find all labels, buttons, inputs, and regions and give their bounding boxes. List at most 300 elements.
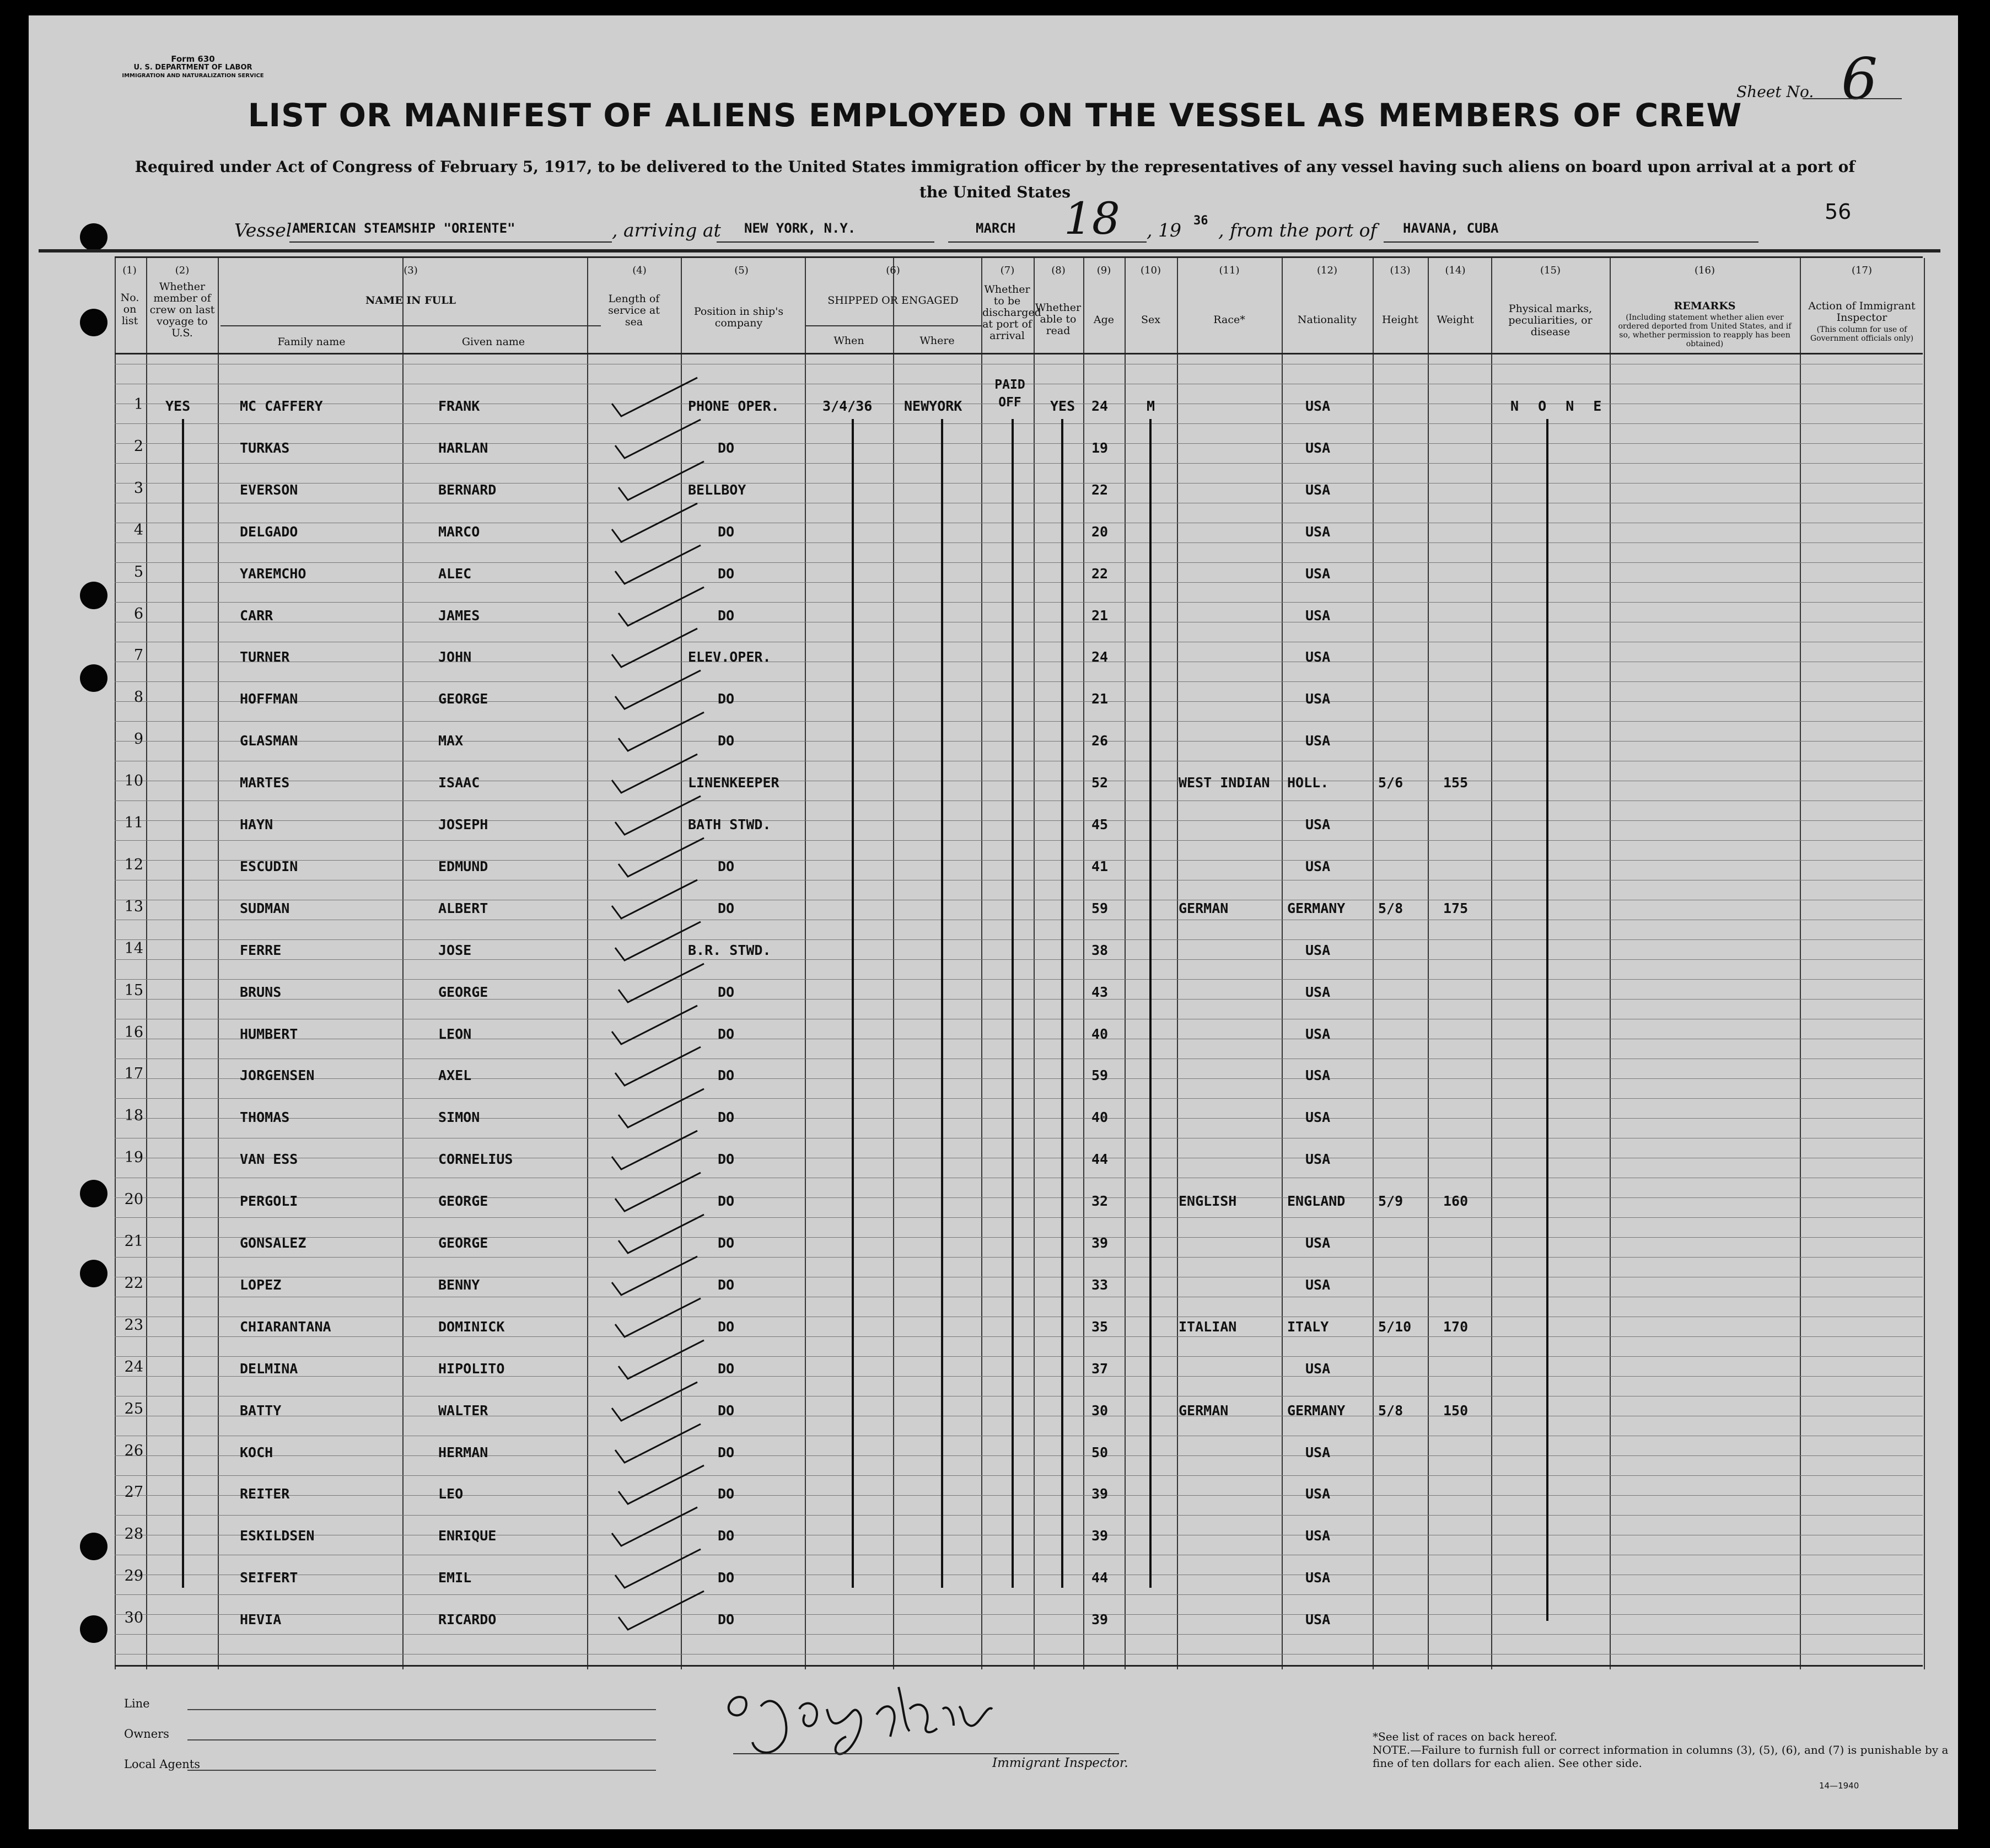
cell-given: ALEC [438,565,472,582]
col-header-action-note: (This column for use of Government officials only) [1810,325,1914,343]
grid-rule [115,483,1923,484]
cell-nationality: ENGLAND [1287,1193,1346,1210]
cell-nationality: GERMANY [1287,1402,1346,1419]
cell-no: 9 [133,730,143,748]
cell-nationality: USA [1305,1486,1331,1502]
cell-position: DO [718,1570,735,1586]
grid-subheader-rule [220,325,601,326]
cell-where: NEWYORK [904,398,962,414]
cell-given: LEON [438,1025,472,1042]
col-header-discharged: Whether to be discharged at port of arrival [982,283,1041,342]
cell-no: 3 [133,479,143,497]
cell-nationality: ITALY [1287,1318,1329,1335]
arrival-day: 18 [1064,193,1120,244]
grid-rule [115,999,1923,1000]
cell-family: VAN ESS [240,1151,298,1168]
col-num-7: (7) [1000,265,1015,276]
side-number: 56 [1825,200,1852,224]
sheet-number-value: 6 [1841,45,1878,112]
cell-no: 11 [124,814,143,831]
cell-race: GERMAN [1179,1402,1229,1419]
departure-port: HAVANA, CUBA [1403,221,1499,236]
cell-age: 24 [1091,398,1109,414]
cell-age: 43 [1091,984,1109,1000]
cell-no: 14 [124,939,143,957]
cell-given: GEORGE [438,691,488,707]
cell-age: 45 [1091,816,1109,832]
cell-nationality: USA [1305,439,1331,456]
cell-given: ALBERT [438,900,488,916]
grid-rule [115,602,1923,603]
cell-no: 25 [124,1400,143,1417]
owners-label: Owners [124,1727,169,1740]
vessel-label: Vessel [234,219,292,241]
cell-nationality: USA [1305,1570,1331,1586]
grid-column-line [1373,258,1374,1669]
cell-no: 4 [133,521,143,539]
cell-position: DO [718,1025,735,1042]
cell-family: CARR [240,607,273,624]
cell-no: 7 [133,647,143,664]
cell-no: 23 [124,1316,143,1334]
cell-position: DO [718,1109,735,1126]
grid-rule [115,1376,1923,1377]
cell-nationality: USA [1305,607,1331,624]
col-header-nationality: Nationality [1297,314,1357,326]
cell-position: ELEV.OPER. [688,649,771,665]
col-header-where: Where [919,335,955,347]
col-header-when: When [833,335,864,347]
cell-nationality: HOLL. [1287,775,1329,791]
cell-position: DO [718,1444,735,1460]
from-label: , from the port of [1218,219,1377,241]
cell-height: 5/8 [1378,1402,1403,1419]
cell-position: DO [718,900,735,916]
inspector-signature [711,1676,1053,1764]
col-num-11: (11) [1219,265,1240,276]
grid-column-line [587,258,588,1669]
col-header-position: Position in ship's company [693,305,784,329]
cell-position: DO [718,858,735,874]
cell-nationality: USA [1305,398,1331,414]
grid-rule [115,979,1923,980]
col-header-marks: Physical marks, peculiarities, or disease [1508,303,1593,338]
grid-rule [115,1614,1923,1615]
sheet-number-label: Sheet No. [1736,83,1814,101]
cell-family: HAYN [240,816,273,832]
cell-age: 59 [1091,900,1109,916]
col-header-name: NAME IN FULL [365,294,456,307]
footer-notes [1373,1730,1968,1770]
grid-column-line [1125,258,1126,1669]
cell-no: 28 [124,1525,143,1543]
cell-age: 20 [1091,523,1109,540]
cell-no: 20 [124,1191,143,1208]
cell-no: 26 [124,1442,143,1459]
cell-age: 44 [1091,1570,1109,1586]
cell-age: 32 [1091,1193,1109,1210]
cell-position: DO [718,984,735,1000]
cell-nationality: USA [1305,649,1331,665]
cell-given: RICARDO [438,1611,497,1628]
col-num-15: (15) [1540,265,1561,276]
col-num-16: (16) [1695,265,1715,276]
cell-given: WALTER [438,1402,488,1419]
cell-age: 19 [1091,439,1109,456]
cell-no: 30 [124,1609,143,1627]
grid-rule [115,721,1923,722]
cell-family: SEIFERT [240,1570,298,1586]
cell-age: 41 [1091,858,1109,874]
cell-nationality: USA [1305,1611,1331,1628]
page-title: LIST OR MANIFEST OF ALIENS EMPLOYED ON THE VESSEL AS MEMBERS OF CREW [248,96,1742,134]
cell-family: LOPEZ [240,1276,282,1293]
line-underline [187,1709,656,1710]
col-header-crew: Whether member of crew on last voyage to U.S. [149,281,215,339]
grid-rule [115,1356,1923,1357]
signature-text: J O'Loughlin [711,1676,715,1677]
col-header-weight: Weight [1437,314,1474,326]
col-header-age: Age [1093,314,1115,326]
inspector-underline [733,1753,1119,1754]
grid-rule [115,1237,1923,1238]
col-header-remarks: REMARKS [1674,300,1736,312]
cell-nationality: USA [1305,942,1331,958]
cell-nationality: GERMANY [1287,900,1346,916]
cell-given: BENNY [438,1276,480,1293]
cell-position: DO [718,1193,735,1210]
cell-family: CHIARANTANA [240,1318,331,1335]
cell-no: 24 [124,1358,143,1376]
grid-column-line [402,258,404,1669]
grid-rule [115,542,1923,543]
cell-nationality: USA [1305,1235,1331,1251]
cell-given: SIMON [438,1109,480,1126]
cell-height: 5/8 [1378,900,1403,916]
cell-given: JAMES [438,607,480,624]
grid-bottom-rule [115,1665,1923,1667]
cell-age: 24 [1091,649,1109,665]
cell-nationality: USA [1305,1067,1331,1084]
cell-given: BERNARD [438,481,497,498]
col-header-shipped: SHIPPED OR ENGAGED [827,294,959,307]
grid-column-line [893,258,894,1669]
cell-family: HUMBERT [240,1025,298,1042]
grid-rule [115,701,1923,702]
cell-weight: 175 [1443,900,1469,916]
cell-position: LINENKEEPER [688,775,779,791]
grid-rule [115,1197,1923,1198]
vessel-name: AMERICAN STEAMSHIP "ORIENTE" [292,221,515,236]
cell-family: YAREMCHO [240,565,306,582]
ditto-stroke [1061,419,1063,1588]
cell-given: JOHN [438,649,472,665]
cell-nationality: USA [1305,1276,1331,1293]
grid-rule [115,1495,1923,1496]
cell-family: REITER [240,1486,290,1502]
cell-no: 6 [133,605,143,622]
cell-given: ISAAC [438,775,480,791]
grid-rule [115,1455,1923,1456]
grid-rule [115,1634,1923,1635]
cell-no: 19 [124,1149,143,1167]
cell-age: 22 [1091,481,1109,498]
col-header-height: Height [1382,314,1418,326]
cell-nationality: USA [1305,1444,1331,1460]
cell-age: 39 [1091,1528,1109,1544]
cell-no: 27 [124,1484,143,1501]
cell-position: B.R. STWD. [688,942,771,958]
cell-age: 52 [1091,775,1109,791]
cell-no: 2 [133,437,143,455]
cell-given: FRANK [438,398,480,414]
grid-rule [115,1336,1923,1337]
cell-family: BRUNS [240,984,282,1000]
cell-no: 17 [124,1065,143,1083]
cell-discharged: PAID OFF [994,378,1025,410]
grid-rule [115,463,1923,464]
grid-rule [115,1257,1923,1258]
cell-age: 59 [1091,1067,1109,1084]
col-num-1: (1) [122,265,137,276]
cell-position: DO [718,691,735,707]
cell-family: SUDMAN [240,900,290,916]
cell-age: 39 [1091,1486,1109,1502]
cell-no: 22 [124,1274,143,1292]
cell-given: JOSE [438,942,472,958]
race-note: *See list of races on back hereof. [1373,1730,1558,1743]
col-num-6: (6) [886,265,900,276]
cell-no: 16 [124,1023,143,1041]
cell-nationality: USA [1305,481,1331,498]
ditto-stroke [182,419,184,1588]
grid-rule [115,1515,1923,1516]
cell-age: 40 [1091,1025,1109,1042]
grid-rule [115,582,1923,583]
service-name: IMMIGRATION AND NATURALIZATION SERVICE [122,73,264,79]
cell-age: 50 [1091,1444,1109,1460]
cell-age: 26 [1091,733,1109,749]
grid-rule [115,423,1923,424]
arriving-label: , arriving at [612,219,721,241]
cell-weight: 160 [1443,1193,1469,1210]
col-header-no: No. on list [120,292,139,327]
cell-position: DO [718,1318,735,1335]
col-header-remarks-note: (Including statement whether alien ever ordered deported from United States, and if so, whether permission to reapply has been obtained) [1618,313,1792,348]
col-num-12: (12) [1317,265,1337,276]
cell-position: DO [718,1528,735,1544]
cell-no: 10 [124,772,143,790]
cell-position: BATH STWD. [688,816,771,832]
line-label: Line [124,1697,150,1710]
grid-rule [115,741,1923,742]
cell-family: TURKAS [240,439,290,456]
cell-nationality: USA [1305,1109,1331,1126]
col-num-9: (9) [1096,265,1111,276]
cell-family: PERGOLI [240,1193,298,1210]
cell-nationality: USA [1305,1025,1331,1042]
cell-age: 22 [1091,565,1109,582]
cell-age: 30 [1091,1402,1109,1419]
cell-race: GERMAN [1179,900,1229,916]
cell-given: ENRIQUE [438,1528,497,1544]
cell-nationality: USA [1305,691,1331,707]
cell-no: 1 [133,396,143,413]
col-num-10: (10) [1141,265,1161,276]
grid-rule [115,1475,1923,1476]
agents-underline [187,1770,656,1771]
cell-age: 21 [1091,607,1109,624]
cell-nationality: USA [1305,733,1331,749]
grid-rule [115,1594,1923,1595]
col-header-race: Race* [1213,314,1245,326]
cell-age: 39 [1091,1611,1109,1628]
ditto-stroke [941,419,943,1588]
inspector-label: Immigrant Inspector. [992,1756,1128,1770]
cell-family: GLASMAN [240,733,298,749]
cell-nationality: USA [1305,816,1331,832]
cell-race: ENGLISH [1179,1193,1237,1210]
col-header-read: Whether able to read [1035,302,1082,337]
grid-column-line [1282,258,1283,1669]
cell-family: ESCUDIN [240,858,298,874]
cell-height: 5/6 [1378,775,1403,791]
cell-family: HOFFMAN [240,691,298,707]
grid-rule [115,562,1923,563]
form-code: 14—1940 [1819,1781,1859,1791]
cell-position: BELLBOY [688,481,746,498]
col-header-action: Action of Immigrant Inspector [1808,300,1916,324]
grid-column-line [1800,258,1801,1669]
cell-given: GEORGE [438,1193,488,1210]
grid-column-line [805,258,806,1669]
grid-rule [115,1078,1923,1079]
cell-position: DO [718,733,735,749]
grid-rule [115,939,1923,940]
arrival-port: NEW YORK, N.Y. [744,221,856,236]
cell-position: DO [718,1276,735,1293]
col-header-given: Given name [461,336,525,348]
cell-position: DO [718,1151,735,1168]
cell-read: YES [1050,398,1075,414]
col-num-3: (3) [404,265,418,276]
cell-position: DO [718,1360,735,1377]
cell-given: DOMINICK [438,1318,505,1335]
cell-age: 21 [1091,691,1109,707]
cell-given: CORNELIUS [438,1151,513,1168]
grid-rule [115,1118,1923,1119]
cell-no: 15 [124,981,143,999]
cell-position: DO [718,1486,735,1502]
cell-nationality: USA [1305,1528,1331,1544]
cell-given: AXEL [438,1067,472,1084]
grid-column-line [1924,258,1925,1669]
ditto-stroke [1546,419,1548,1621]
cell-marks: N O N E [1510,398,1607,414]
cell-no: 29 [124,1567,143,1585]
cell-weight: 150 [1443,1402,1469,1419]
grid-column-line [981,258,982,1669]
year-suffix: 36 [1193,214,1208,228]
grid-column-line [1610,258,1611,1669]
ditto-stroke [1149,419,1152,1588]
cell-given: JOSEPH [438,816,488,832]
cell-family: DELGADO [240,523,298,540]
grid-column-line [1428,258,1429,1669]
cell-nationality: USA [1305,523,1331,540]
owners-underline [187,1739,656,1740]
cell-given: HIPOLITO [438,1360,505,1377]
cell-no: 5 [133,563,143,581]
cell-family: BATTY [240,1402,282,1419]
cell-given: GEORGE [438,1235,488,1251]
cell-race: ITALIAN [1179,1318,1237,1335]
cell-age: 38 [1091,942,1109,958]
cell-height: 5/10 [1378,1318,1412,1335]
col-header-family: Family name [277,336,346,348]
department-name: U. S. DEPARTMENT OF LABOR [133,63,252,72]
grid-rule [115,681,1923,682]
grid-column-line [1034,258,1035,1669]
cell-given: LEO [438,1486,464,1502]
cell-age: 40 [1091,1109,1109,1126]
cell-age: 33 [1091,1276,1109,1293]
penalty-note: NOTE.—Failure to furnish full or correct information in columns (3), (5), (6), and (7) is punishable by a fine of ten dollars for each alien. See other side. [1373,1743,1949,1770]
ditto-stroke [852,419,854,1588]
grid-rule [115,860,1923,861]
cell-family: FERRE [240,942,282,958]
cell-age: 35 [1091,1318,1109,1335]
col-num-2: (2) [175,265,190,276]
cell-family: KOCH [240,1444,273,1460]
cell-given: GEORGE [438,984,488,1000]
grid-column-line [146,258,147,1669]
cell-no: 13 [124,898,143,915]
agents-label: Local Agents [124,1758,201,1771]
cell-nationality: USA [1305,984,1331,1000]
grid-rule [115,959,1923,960]
cell-given: HERMAN [438,1444,488,1460]
arrival-month: MARCH [976,221,1016,236]
col-num-5: (5) [734,265,749,276]
grid-rule [115,1217,1923,1218]
cell-nationality: USA [1305,858,1331,874]
col-num-17: (17) [1852,265,1872,276]
cell-position: DO [718,607,735,624]
cell-position: PHONE OPER. [688,398,779,414]
cell-age: 44 [1091,1151,1109,1168]
cell-position: DO [718,1402,735,1419]
cell-family: MC CAFFERY [240,398,323,414]
cell-no: 18 [124,1107,143,1125]
cell-given: EMIL [438,1570,472,1586]
cell-age: 39 [1091,1235,1109,1251]
ditto-stroke [1012,419,1014,1588]
grid-rule [115,443,1923,444]
page-subtitle: Required under Act of Congress of February 5, 1917, to be delivered to the United States immigration officer by the representatives of any vessel having such aliens on board upon arrival at a port of the United States [135,158,1855,201]
grid-column-line [1177,258,1178,1669]
col-num-13: (13) [1390,265,1411,276]
cell-race: WEST INDIAN [1179,775,1270,791]
cell-family: ESKILDSEN [240,1528,315,1544]
cell-family: GONSALEZ [240,1235,306,1251]
cell-age: 37 [1091,1360,1109,1377]
cell-no: 12 [124,856,143,873]
year-prefix: , 19 [1147,219,1181,241]
cell-family: TURNER [240,649,290,665]
cell-sex: M [1147,398,1155,414]
cell-when: 3/4/36 [822,398,873,414]
